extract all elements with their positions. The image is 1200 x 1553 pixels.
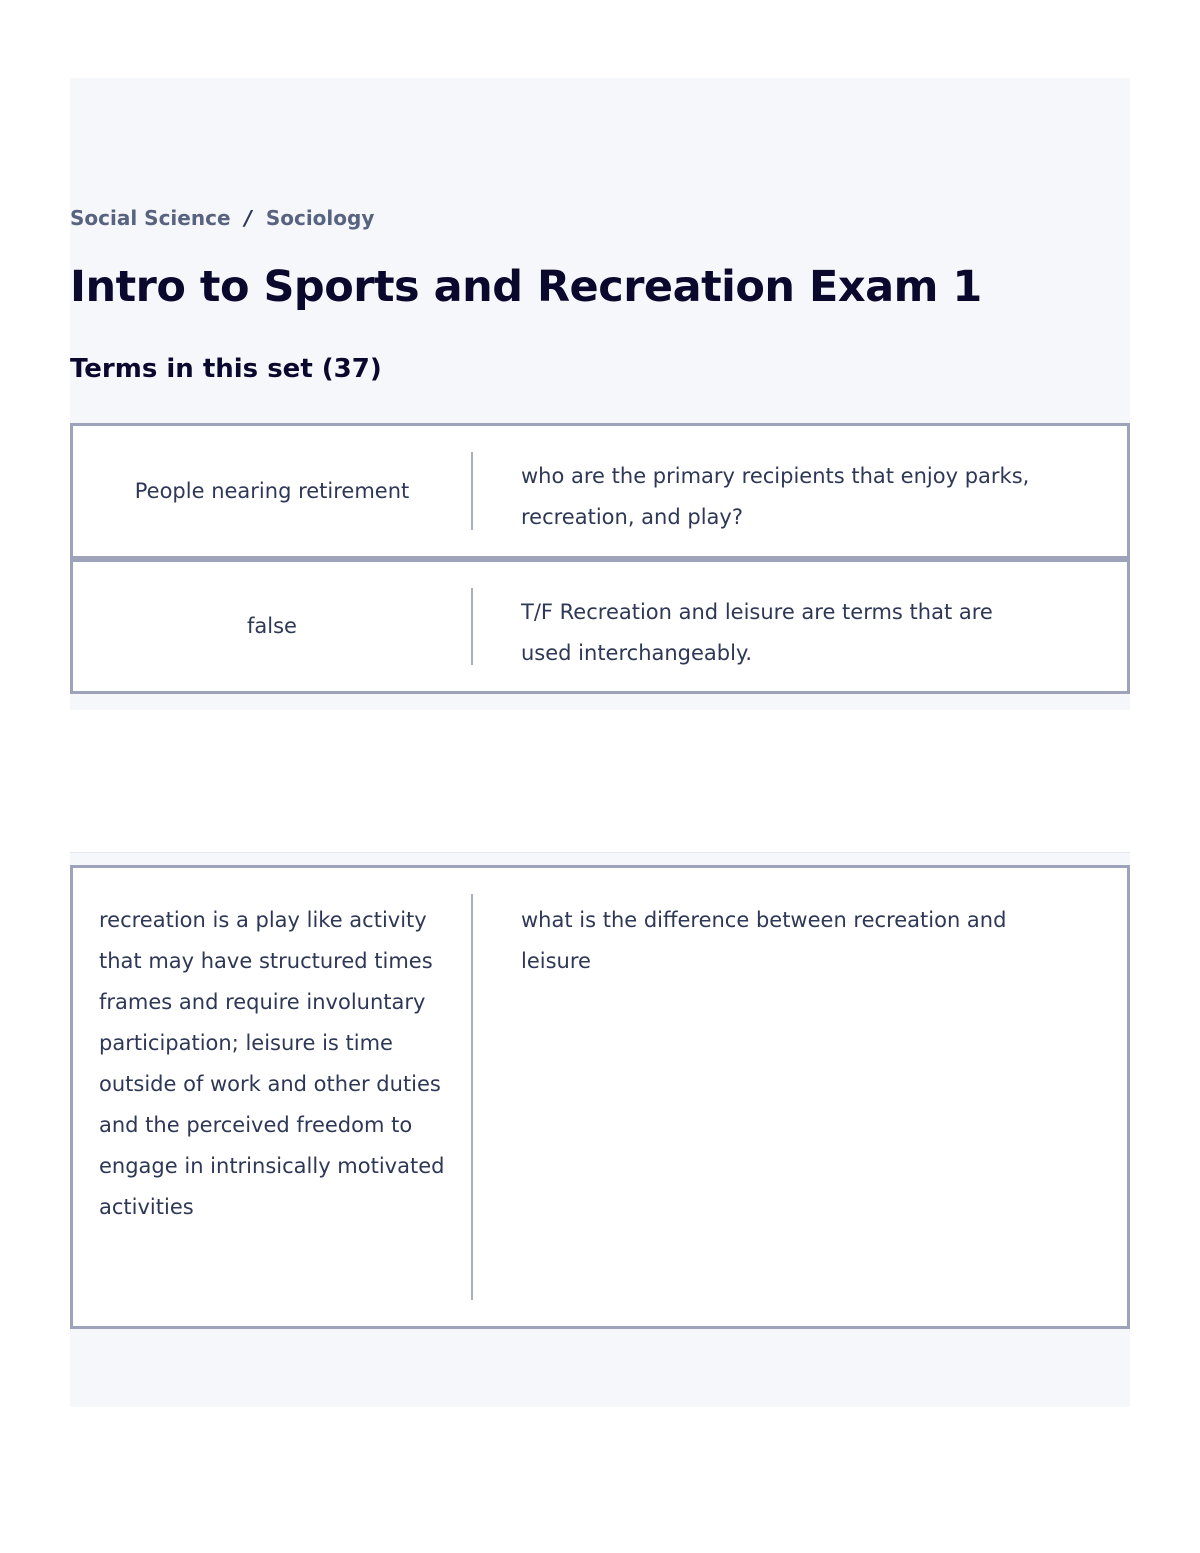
card-term: false bbox=[247, 614, 297, 638]
breadcrumb-link-social-science[interactable]: Social Science bbox=[70, 206, 231, 230]
breadcrumb-separator: / bbox=[244, 206, 252, 230]
card-definition: T/F Recreation and leisure are terms that are used interchangeably. bbox=[521, 600, 993, 665]
term-card[interactable] bbox=[70, 423, 1130, 559]
card-definition: who are the primary recipients that enjoy parks, recreation, and play? bbox=[521, 464, 1030, 529]
term-card[interactable] bbox=[70, 559, 1130, 694]
term-card[interactable] bbox=[70, 865, 1130, 1329]
breadcrumb bbox=[70, 206, 374, 230]
terms-count-heading: Terms in this set (37) bbox=[70, 354, 382, 384]
card-definition: what is the difference between recreation and leisure bbox=[521, 908, 1007, 973]
card-term: People nearing retirement bbox=[134, 478, 410, 503]
breadcrumb-link-sociology[interactable]: Sociology bbox=[265, 206, 375, 230]
card-term: recreation is a play like activity that may have structured times frames and require involuntary participation; leisure is time outside of work and other duties and the perceived freedom to engage in intrinsically motivated activities bbox=[99, 908, 445, 1219]
page-title: Intro to Sports and Recreation Exam 1 bbox=[70, 262, 982, 312]
